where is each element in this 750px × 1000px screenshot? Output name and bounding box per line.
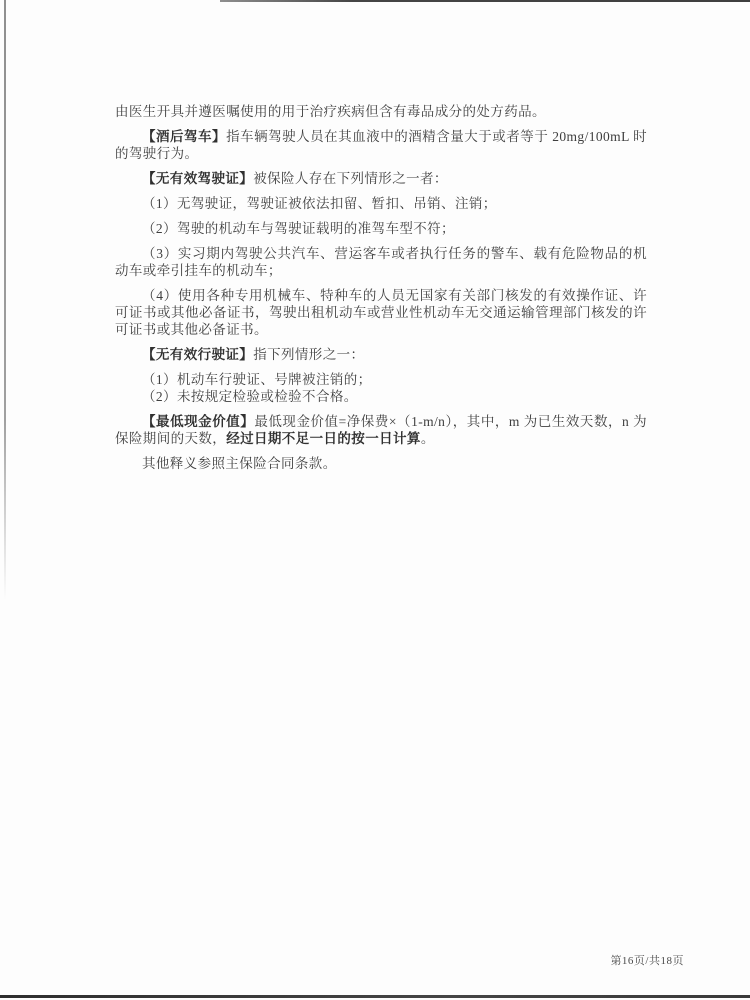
definition-min-cash-value-formula: 最低现金价值=净保费×（1-m/n），其中，m 为已生效天数，n 为保险期间的天数， xyxy=(115,414,648,446)
term-min-cash-value: 【最低现金价值】 xyxy=(142,414,255,429)
scan-artifact-left-edge xyxy=(4,0,6,600)
term-no-valid-vehicle-license: 【无有效行驶证】 xyxy=(142,347,254,362)
definition-no-valid-driving-license-text: 被保险人存在下列情形之一者： xyxy=(253,171,448,186)
definition-min-cash-value-bold-clause: 经过日期不足一日的按一日计算 xyxy=(226,431,421,446)
definition-drunk-driving xyxy=(115,128,647,162)
definition-no-valid-vehicle-license-text: 指下列情形之一： xyxy=(253,347,365,362)
list-item-vehicle-license-2: （2）未按规定检验或检验不合格。 xyxy=(142,389,358,404)
definition-min-cash-value xyxy=(115,413,647,447)
list-item-driving-license-3: （3）实习期内驾驶公共汽车、营运客车或者执行任务的警车、载有危险物品的机动车或牵引挂车的机动车； xyxy=(115,246,647,278)
vehicle-license-item-group xyxy=(115,371,647,405)
scan-artifact-top-edge xyxy=(220,0,750,2)
paragraph-other-definitions-note: 其他释义参照主保险合同条款。 xyxy=(142,456,337,471)
definition-drunk-driving-text: 指车辆驾驶人员在其血液中的酒精含量大于或者等于 20mg/100mL 时的驾驶行为。 xyxy=(115,129,647,161)
list-item-driving-license-4: （4）使用各种专用机械车、特种车的人员无国家有关部门核发的有效操作证、许可证书或其他必备证书，驾驶出租机动车或营业性机动车无交通运输管理部门核发的许可证书或其他必备证书。 xyxy=(115,288,647,337)
definition-no-valid-vehicle-license xyxy=(115,346,647,363)
term-no-valid-driving-license: 【无有效驾驶证】 xyxy=(142,171,254,186)
definition-no-valid-driving-license xyxy=(115,170,647,187)
term-drunk-driving: 【酒后驾车】 xyxy=(142,129,227,144)
list-item-driving-license-1: （1）无驾驶证，驾驶证被依法扣留、暂扣、吊销、注销； xyxy=(142,196,497,211)
definition-min-cash-value-period: 。 xyxy=(420,431,435,446)
list-item-vehicle-license-1: （1）机动车行驶证、号牌被注销的； xyxy=(142,372,372,387)
paragraph-prescription-drug-continuation: 由医生开具并遵医嘱使用的用于治疗疾病但含有毒品成分的处方药品。 xyxy=(115,104,546,119)
document-body xyxy=(115,103,647,480)
page-number: 第16页/共18页 xyxy=(610,955,684,967)
list-item-driving-license-2: （2）驾驶的机动车与驾驶证载明的准驾车型不符； xyxy=(142,221,455,236)
scan-artifact-bottom-edge xyxy=(0,995,750,998)
